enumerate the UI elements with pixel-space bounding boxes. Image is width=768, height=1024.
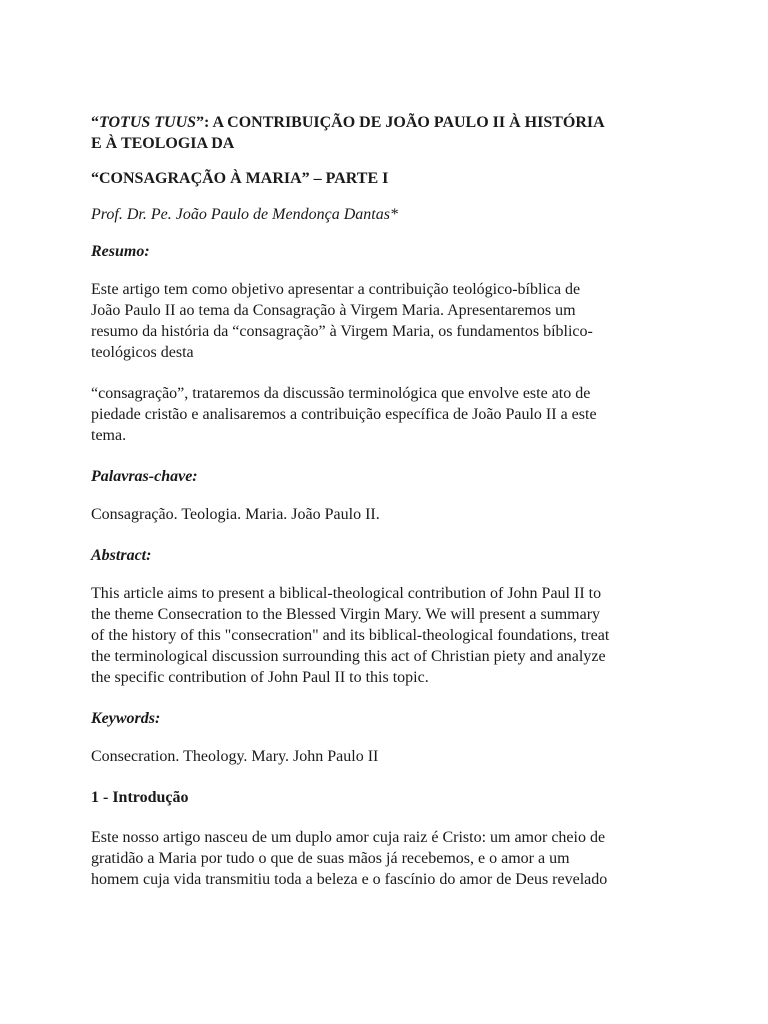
title-quote-open: “ [91, 114, 99, 131]
section-1-heading: 1 - Introdução [91, 789, 189, 806]
text-line: tema. [91, 427, 127, 444]
abstract-paragraph [91, 583, 681, 688]
keywords-label: Keywords: [91, 710, 161, 727]
section-1-paragraph [91, 827, 681, 890]
text-line: piedade cristão e analisaremos a contribuição específica de João Paulo II a este [91, 406, 597, 423]
keywords-text: Consecration. Theology. Mary. John Paulo II [91, 748, 379, 765]
text-line: João Paulo II ao tema da Consagração à Virgem Maria. Apresentaremos um [91, 302, 576, 319]
text-line: Este artigo tem como objetivo apresentar a contribuição teológico-bíblica de [91, 281, 581, 298]
title-line-1 [91, 112, 681, 133]
abstract-label: Abstract: [91, 547, 152, 564]
text-line: the theme Consecration to the Blessed Virgin Mary. We will present a summary [91, 606, 601, 623]
text-line: Este nosso artigo nasceu de um duplo amor cuja raiz é Cristo: um amor cheio de [91, 829, 606, 846]
author-line: Prof. Dr. Pe. João Paulo de Mendonça Dantas* [91, 206, 398, 223]
text-line: This article aims to present a biblical-theological contribution of John Paul II to [91, 585, 602, 602]
document-page [91, 112, 681, 910]
resumo-paragraph-2 [91, 383, 681, 446]
document-subtitle: “CONSAGRAÇÃO À MARIA” – PARTE I [91, 170, 389, 187]
resumo-paragraph-1 [91, 279, 681, 363]
text-line: the terminological discussion surrounding this act of Christian piety and analyze [91, 648, 606, 665]
text-line: the specific contribution of John Paul II to this topic. [91, 669, 429, 686]
text-line: of the history of this "consecration" and its biblical-theological foundations, treat [91, 627, 610, 644]
document-title [91, 112, 681, 154]
title-quote-close: ” [196, 114, 205, 131]
text-line: teológicos desta [91, 344, 194, 361]
resumo-label: Resumo: [91, 243, 150, 260]
title-line-1-rest: : A CONTRIBUIÇÃO DE JOÃO PAULO II À HISTÓRIA [204, 114, 605, 131]
text-line: “consagração”, trataremos da discussão terminológica que envolve este ato de [91, 385, 591, 402]
palavras-chave-label: Palavras-chave: [91, 468, 198, 485]
title-italic-totus-tuus: TOTUS TUUS [99, 114, 197, 131]
title-line-2: E À TEOLOGIA DA [91, 135, 235, 152]
text-line: gratidão a Maria por tudo o que de suas mãos já recebemos, e o amor a um [91, 850, 570, 867]
palavras-chave-text: Consagração. Teologia. Maria. João Paulo II. [91, 506, 380, 523]
text-line: resumo da história da “consagração” à Virgem Maria, os fundamentos bíblico- [91, 323, 593, 340]
text-line: homem cuja vida transmitiu toda a beleza e o fascínio do amor de Deus revelado [91, 871, 608, 888]
